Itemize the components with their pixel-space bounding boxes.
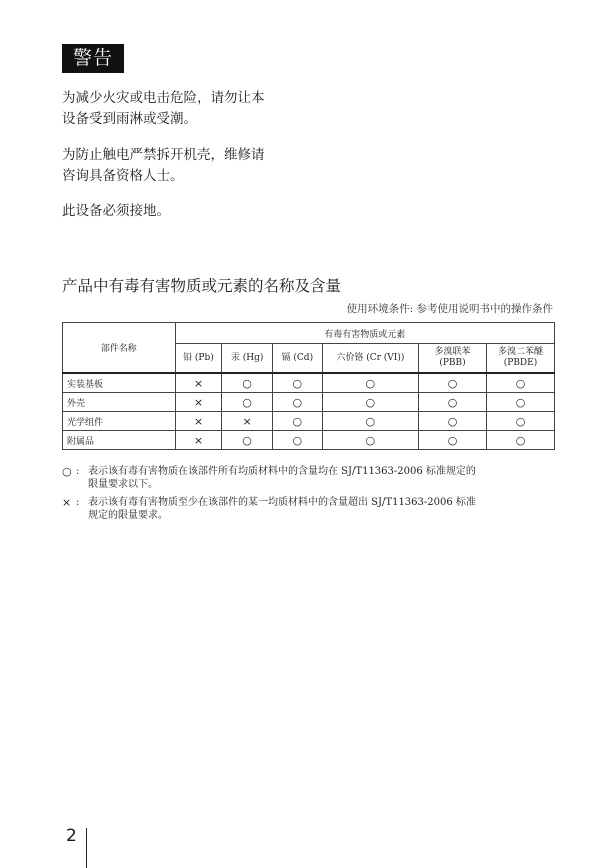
note-text bbox=[88, 496, 557, 522]
table-cell: × bbox=[222, 412, 273, 431]
warning-line: 为减少火灾或电击危险，请勿让本 bbox=[62, 90, 265, 106]
table-cell: ○ bbox=[222, 373, 273, 393]
table-cell: ○ bbox=[272, 431, 322, 450]
note-colon: : bbox=[76, 497, 80, 508]
table-row bbox=[63, 373, 555, 393]
table-cell: ○ bbox=[419, 412, 487, 431]
table-cell: ○ bbox=[222, 431, 273, 450]
table-cell: × bbox=[175, 412, 222, 431]
column-header-pb: 铅 (Pb) bbox=[175, 344, 222, 374]
column-header-pbde: 多溴二苯醚 (PBDE) bbox=[486, 344, 554, 374]
table-cell: ○ bbox=[322, 393, 418, 412]
circle-symbol: ○ bbox=[62, 465, 72, 478]
warning-paragraph-ground bbox=[62, 201, 312, 222]
table-cell: ○ bbox=[272, 393, 322, 412]
warning-paragraph-shock bbox=[62, 145, 312, 187]
cross-symbol: × bbox=[62, 496, 72, 509]
table-cell: ○ bbox=[322, 373, 418, 393]
row-label: 实装基板 bbox=[63, 373, 176, 393]
column-header-pbb: 多溴联苯 (PBB) bbox=[419, 344, 487, 374]
table-row bbox=[63, 393, 555, 412]
note-line: 表示该有毒有害物质至少在该部件的某一均质材料中的含量超出 SJ/T11363-2006 标准 bbox=[88, 497, 476, 508]
substance-group-header: 有毒有害物质或元素 bbox=[175, 323, 554, 344]
table-cell: ○ bbox=[272, 412, 322, 431]
row-label: 外壳 bbox=[63, 393, 176, 412]
warning-paragraph-rain bbox=[62, 88, 312, 130]
column-header-cr6: 六价铬 (Cr (VI)) bbox=[322, 344, 418, 374]
table-row bbox=[63, 431, 555, 450]
table-cell: ○ bbox=[322, 412, 418, 431]
section-title: 产品中有毒有害物质或元素的名称及含量 bbox=[62, 277, 342, 295]
page-divider bbox=[86, 828, 87, 868]
usage-condition-note: 使用环境条件: 参考使用说明书中的操作条件 bbox=[346, 303, 553, 315]
table-cell: × bbox=[175, 373, 222, 393]
warning-line: 设备受到雨淋或受潮。 bbox=[62, 111, 197, 127]
row-label: 光学组件 bbox=[63, 412, 176, 431]
table-cell: ○ bbox=[222, 393, 273, 412]
table-cell: ○ bbox=[419, 393, 487, 412]
warning-badge: 警告 bbox=[62, 44, 124, 73]
table-cell: ○ bbox=[419, 373, 487, 393]
note-text bbox=[88, 465, 557, 491]
table-cell: × bbox=[175, 393, 222, 412]
legend-note-circle bbox=[62, 465, 557, 491]
row-label: 附属品 bbox=[63, 431, 176, 450]
column-header-cd: 镉 (Cd) bbox=[272, 344, 322, 374]
page-number: 2 bbox=[66, 826, 77, 846]
part-name-header: 部件名称 bbox=[63, 323, 176, 374]
hazardous-substances-table bbox=[62, 322, 555, 450]
table-cell: ○ bbox=[419, 431, 487, 450]
table-cell: ○ bbox=[486, 431, 554, 450]
table-cell: × bbox=[175, 431, 222, 450]
table-cell: ○ bbox=[486, 373, 554, 393]
table-row bbox=[63, 412, 555, 431]
table-cell: ○ bbox=[486, 393, 554, 412]
note-line: 表示该有毒有害物质在该部件所有均质材料中的含量均在 SJ/T11363-2006 标准规定的 bbox=[88, 466, 476, 477]
warning-line: 为防止触电严禁拆开机壳，维修请 bbox=[62, 147, 265, 163]
note-line: 限量要求以下。 bbox=[88, 479, 158, 490]
warning-line: 咨询具备资格人士。 bbox=[62, 168, 184, 184]
table-cell: ○ bbox=[322, 431, 418, 450]
note-line: 规定的限量要求。 bbox=[88, 510, 168, 521]
legend-note-cross bbox=[62, 496, 557, 522]
table-cell: ○ bbox=[272, 373, 322, 393]
table-cell: ○ bbox=[486, 412, 554, 431]
note-colon: : bbox=[76, 466, 80, 477]
column-header-hg: 汞 (Hg) bbox=[222, 344, 273, 374]
warning-line: 此设备必须接地。 bbox=[62, 203, 170, 219]
